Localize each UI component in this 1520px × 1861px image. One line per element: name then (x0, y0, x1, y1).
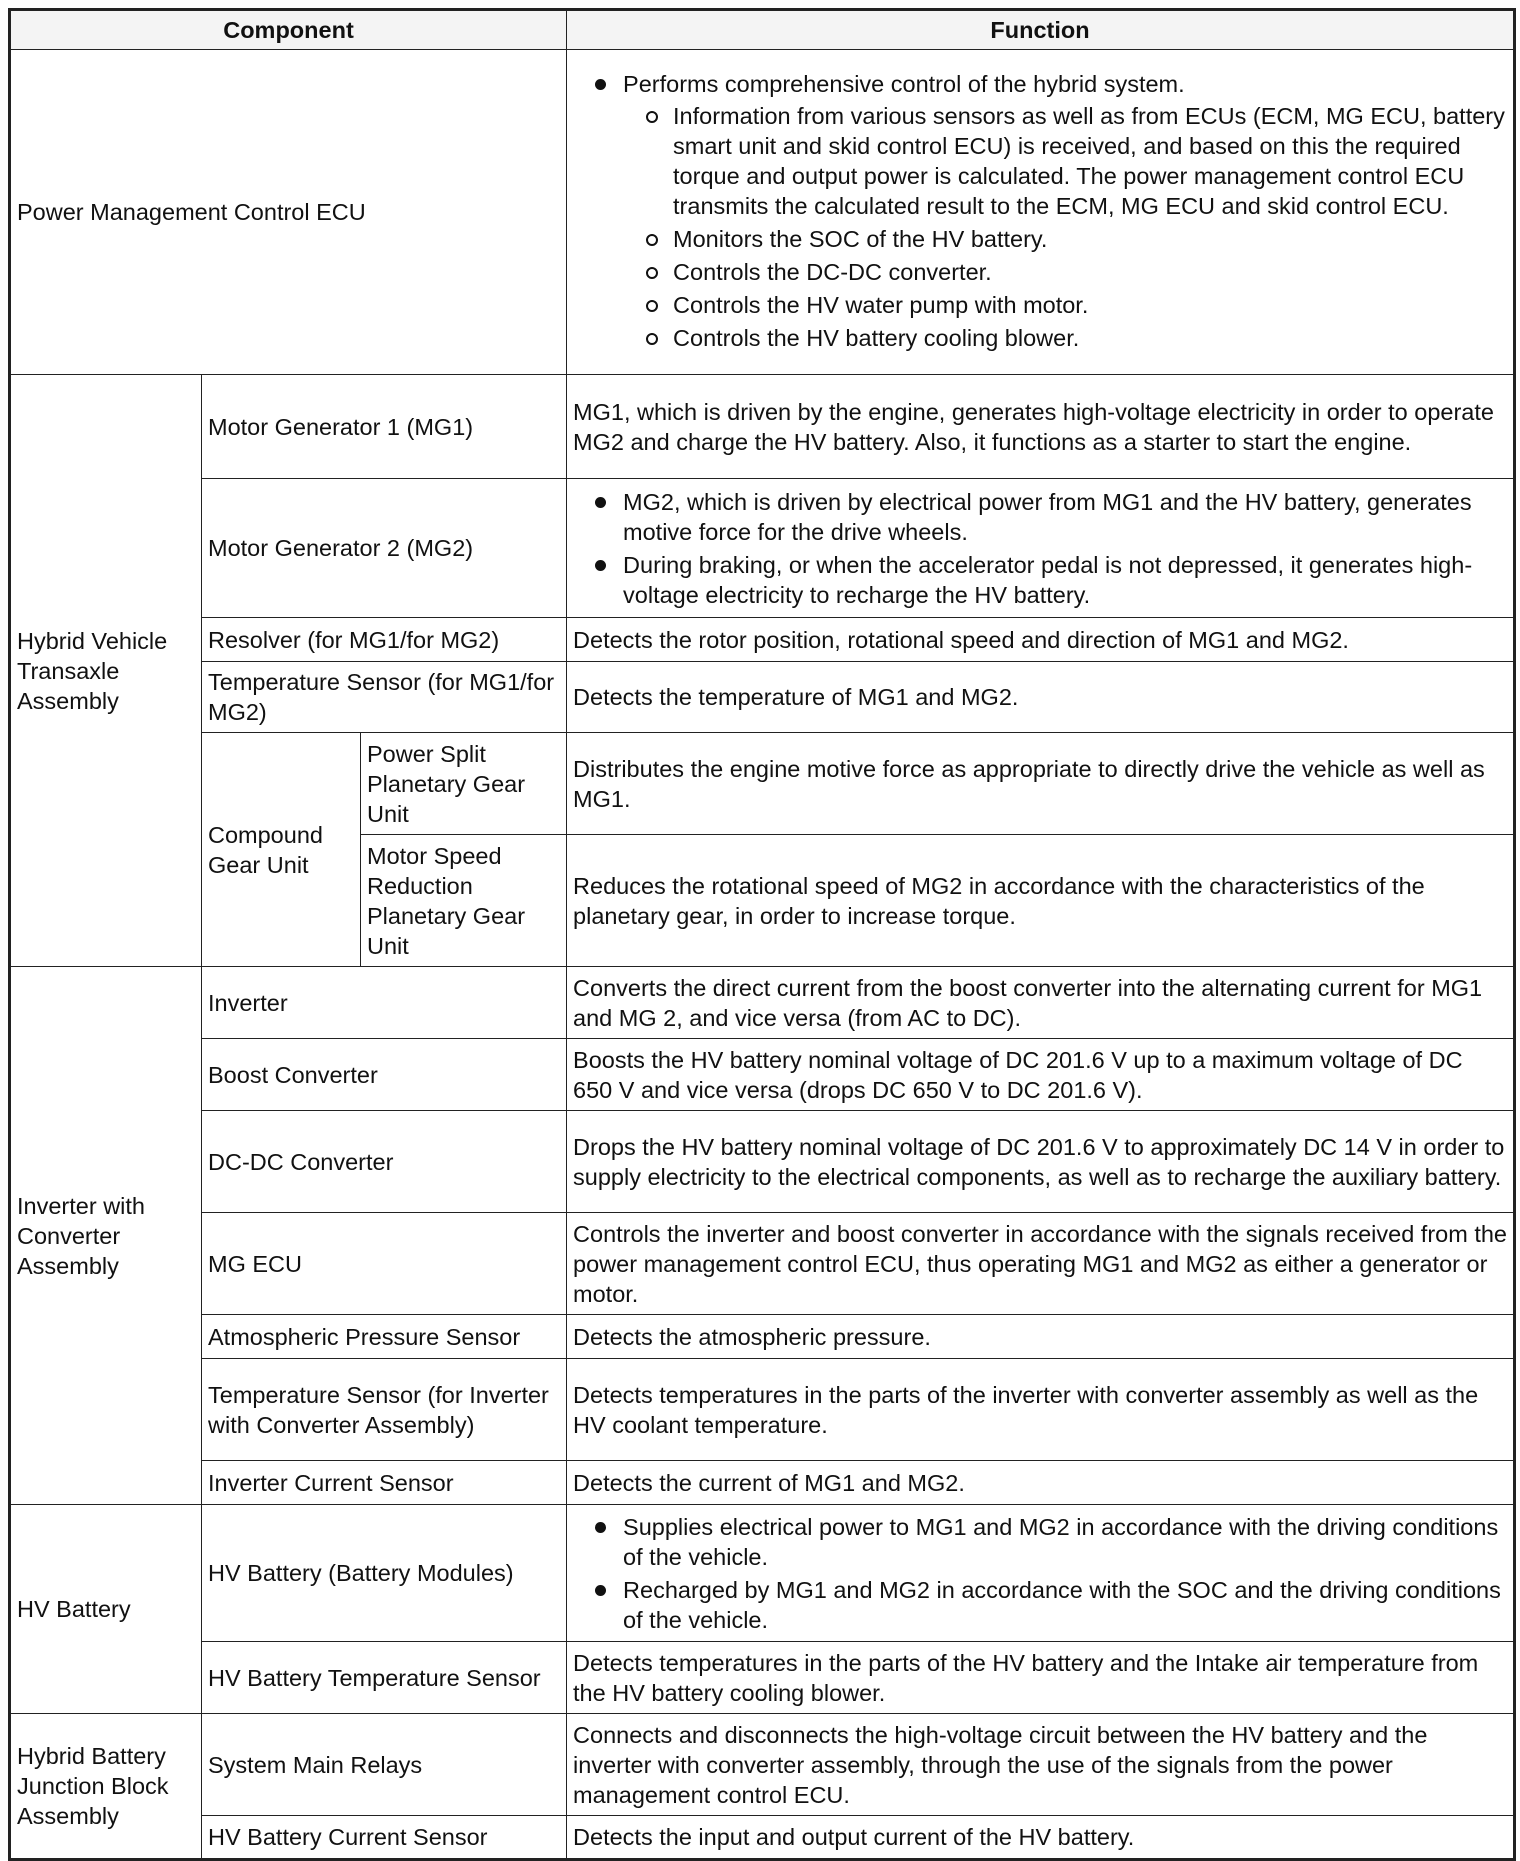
table-row (10, 1505, 1515, 1642)
function-resolver: Detects the rotor position, rotational speed and direction of MG1 and MG2. (567, 618, 1515, 662)
function-inverter-current-sensor: Detects the current of MG1 and MG2. (567, 1461, 1515, 1505)
list-item: Controls the DC-DC converter. (623, 257, 1507, 287)
component-hv-battery-modules: HV Battery (Battery Modules) (202, 1505, 567, 1642)
list-item: Controls the HV water pump with motor. (623, 290, 1507, 320)
function-power-management-ecu (567, 50, 1515, 375)
component-mg1: Motor Generator 1 (MG1) (202, 375, 567, 479)
table-row (10, 1714, 1515, 1816)
table-row (10, 1039, 1515, 1111)
component-function-table (8, 8, 1516, 1861)
component-power-management-ecu: Power Management Control ECU (10, 50, 567, 375)
component-compound-gear-unit: Compound Gear Unit (202, 733, 361, 967)
table-row (10, 1111, 1515, 1213)
group-hv-battery: HV Battery (10, 1505, 202, 1714)
component-temp-sensor-mg: Temperature Sensor (for MG1/for MG2) (202, 662, 567, 733)
table-row (10, 618, 1515, 662)
header-component: Component (10, 10, 567, 50)
table-row (10, 967, 1515, 1039)
function-boost-converter: Boosts the HV battery nominal voltage of DC 201.6 V up to a maximum voltage of DC 650 V and vice versa (drops DC 650 V to DC 201.6 V). (567, 1039, 1515, 1111)
component-function-table-container (8, 8, 1513, 1861)
group-inverter-with-converter: Inverter with Converter Assembly (10, 967, 202, 1505)
table-row (10, 1315, 1515, 1359)
table-row (10, 1461, 1515, 1505)
function-mg-ecu: Controls the inverter and boost converter in accordance with the signals received from the power management control ECU, thus operating MG1 and MG2 as either a generator or motor. (567, 1213, 1515, 1315)
table-row (10, 1642, 1515, 1714)
list-item: Supplies electrical power to MG1 and MG2 in accordance with the driving conditions of the vehicle. (573, 1512, 1507, 1572)
function-motor-speed-reduction-gear: Reduces the rotational speed of MG2 in accordance with the characteristics of the planetary gear, in order to increase torque. (567, 835, 1515, 967)
list-item: Controls the HV battery cooling blower. (623, 323, 1507, 353)
function-hv-battery-modules (567, 1505, 1515, 1642)
component-atmospheric-pressure-sensor: Atmospheric Pressure Sensor (202, 1315, 567, 1359)
table-row (10, 375, 1515, 479)
bullet-list (573, 69, 1507, 353)
table-row (10, 479, 1515, 618)
list-item: Monitors the SOC of the HV battery. (623, 224, 1507, 254)
component-hv-battery-temp-sensor: HV Battery Temperature Sensor (202, 1642, 567, 1714)
function-atmospheric-pressure-sensor: Detects the atmospheric pressure. (567, 1315, 1515, 1359)
sub-bullet-list (573, 101, 1507, 353)
header-function: Function (567, 10, 1515, 50)
list-item (573, 69, 1507, 353)
list-item: Recharged by MG1 and MG2 in accordance with the SOC and the driving conditions of the vehicle. (573, 1575, 1507, 1635)
function-mg2 (567, 479, 1515, 618)
component-resolver: Resolver (for MG1/for MG2) (202, 618, 567, 662)
function-dc-dc-converter: Drops the HV battery nominal voltage of DC 201.6 V to approximately DC 14 V in order to supply electricity to the electrical components, as well as to recharge the auxiliary battery. (567, 1111, 1515, 1213)
table-row (10, 1213, 1515, 1315)
table-header-row (10, 10, 1515, 50)
table-row (10, 733, 1515, 835)
component-system-main-relays: System Main Relays (202, 1714, 567, 1816)
function-hv-battery-current-sensor: Detects the input and output current of the HV battery. (567, 1816, 1515, 1860)
component-motor-speed-reduction-gear: Motor Speed Reduction Planetary Gear Unit (361, 835, 567, 967)
function-mg1: MG1, which is driven by the engine, generates high-voltage electricity in order to operate MG2 and charge the HV battery. Also, it functions as a starter to start the engine. (567, 375, 1515, 479)
group-hybrid-vehicle-transaxle: Hybrid Vehicle Transaxle Assembly (10, 375, 202, 967)
table-row (10, 1816, 1515, 1860)
function-temp-sensor-inverter: Detects temperatures in the parts of the inverter with converter assembly as well as the HV coolant temperature. (567, 1359, 1515, 1461)
group-hybrid-battery-junction-block: Hybrid Battery Junction Block Assembly (10, 1714, 202, 1860)
component-dc-dc-converter: DC-DC Converter (202, 1111, 567, 1213)
bullet-list (573, 487, 1507, 610)
function-inverter: Converts the direct current from the boost converter into the alternating current for MG1 and MG 2, and vice versa (from AC to DC). (567, 967, 1515, 1039)
function-power-split-gear: Distributes the engine motive force as appropriate to directly drive the vehicle as well as MG1. (567, 733, 1515, 835)
bullet-list (573, 1512, 1507, 1635)
component-hv-battery-current-sensor: HV Battery Current Sensor (202, 1816, 567, 1860)
component-inverter: Inverter (202, 967, 567, 1039)
component-temp-sensor-inverter: Temperature Sensor (for Inverter with Converter Assembly) (202, 1359, 567, 1461)
function-hv-battery-temp-sensor: Detects temperatures in the parts of the HV battery and the Intake air temperature from the HV battery cooling blower. (567, 1642, 1515, 1714)
table-row (10, 662, 1515, 733)
component-inverter-current-sensor: Inverter Current Sensor (202, 1461, 567, 1505)
table-row (10, 1359, 1515, 1461)
component-power-split-gear: Power Split Planetary Gear Unit (361, 733, 567, 835)
list-item: During braking, or when the accelerator pedal is not depressed, it generates high-voltage electricity to recharge the HV battery. (573, 550, 1507, 610)
list-item: Information from various sensors as well as from ECUs (ECM, MG ECU, battery smart unit and skid control ECU) is received, and based on this the required torque and output power is calculated. The power management control ECU transmits the calculated result to the ECM, MG ECU and skid control ECU. (623, 101, 1507, 221)
function-system-main-relays: Connects and disconnects the high-voltage circuit between the HV battery and the inverter with converter assembly, through the use of the signals from the power management control ECU. (567, 1714, 1515, 1816)
component-mg-ecu: MG ECU (202, 1213, 567, 1315)
bullet-text: Performs comprehensive control of the hybrid system. (623, 70, 1185, 97)
function-temp-sensor-mg: Detects the temperature of MG1 and MG2. (567, 662, 1515, 733)
list-item: MG2, which is driven by electrical power from MG1 and the HV battery, generates motive force for the drive wheels. (573, 487, 1507, 547)
component-mg2: Motor Generator 2 (MG2) (202, 479, 567, 618)
table-row (10, 50, 1515, 375)
component-boost-converter: Boost Converter (202, 1039, 567, 1111)
